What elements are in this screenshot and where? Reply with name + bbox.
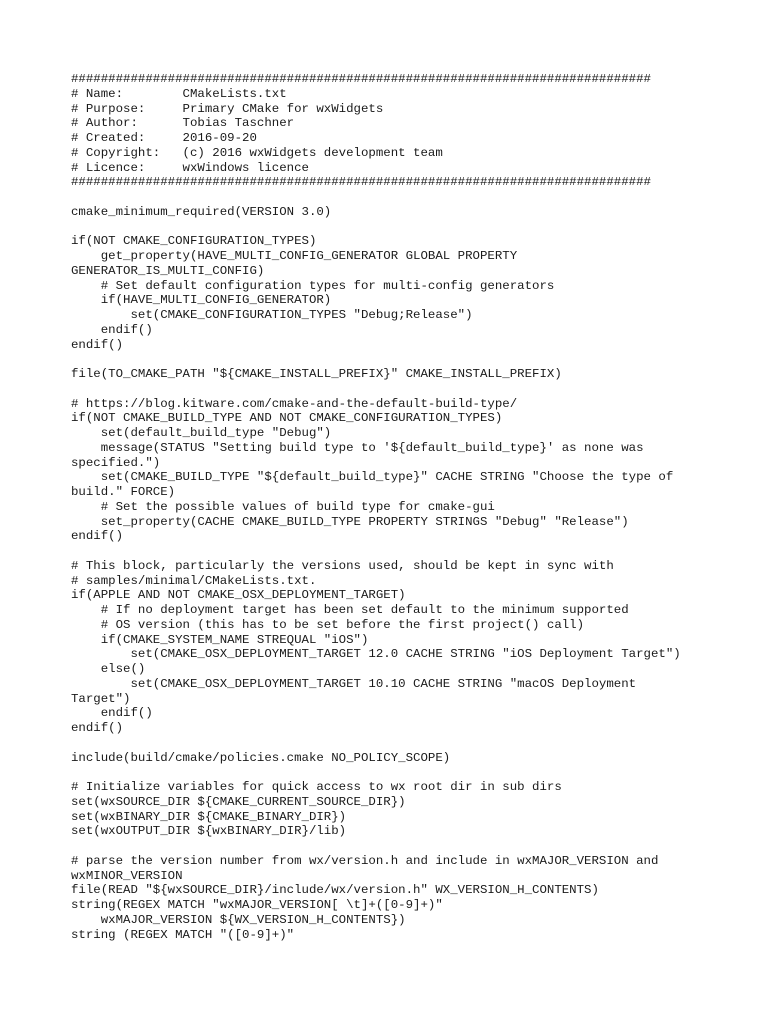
- code-line: else(): [71, 662, 146, 676]
- code-line: # If no deployment target has been set default to the minimum supported: [71, 603, 629, 617]
- code-line: file(READ "${wxSOURCE_DIR}/include/wx/version.h" WX_VERSION_H_CONTENTS): [71, 883, 599, 898]
- blank-line: [71, 190, 731, 205]
- code-line: if(NOT CMAKE_CONFIGURATION_TYPES): [71, 234, 317, 249]
- code-line: set(default_build_type "Debug"): [71, 426, 332, 440]
- blank-line: [71, 736, 731, 751]
- code-line: set(wxBINARY_DIR ${CMAKE_BINARY_DIR}): [71, 809, 347, 824]
- code-line: set(CMAKE_BUILD_TYPE "${default_build_type}" CACHE STRING "Choose the type of: [71, 470, 674, 485]
- code-line: GENERATOR_IS_MULTI_CONFIG): [71, 263, 265, 278]
- code-line: # Name: CMakeLists.txt: [71, 86, 287, 101]
- code-line: # Initialize variables for quick access to wx root dir in sub dirs: [71, 780, 562, 794]
- code-line: if(CMAKE_SYSTEM_NAME STREQUAL "iOS"): [71, 632, 369, 647]
- code-line: message(STATUS "Setting build type to '${default_build_type}' as none was: [71, 440, 644, 455]
- code-line: endif(): [71, 322, 153, 337]
- code-line: set(CMAKE_OSX_DEPLOYMENT_TARGET 10.10 CACHE STRING "macOS Deployment: [71, 676, 637, 691]
- code-line: set(CMAKE_OSX_DEPLOYMENT_TARGET 12.0 CACHE STRING "iOS Deployment Target"): [71, 647, 681, 662]
- document-page: [71, 72, 731, 942]
- code-line: # Set default configuration types for multi-config generators: [71, 278, 555, 293]
- code-line: include(build/cmake/policies.cmake NO_POLICY_SCOPE): [71, 750, 451, 765]
- blank-line: [71, 765, 731, 780]
- code-line: # OS version (this has to be set before the first project() call): [71, 617, 585, 632]
- code-line: if(NOT CMAKE_BUILD_TYPE AND NOT CMAKE_CONFIGURATION_TYPES): [71, 411, 503, 426]
- code-line: set(wxOUTPUT_DIR ${wxBINARY_DIR}/lib): [71, 824, 347, 839]
- code-line: # Created: 2016-09-20: [71, 131, 257, 145]
- code-line: set_property(CACHE CMAKE_BUILD_TYPE PROPERTY STRINGS "Debug" "Release"): [71, 514, 629, 529]
- code-line: endif(): [71, 529, 124, 544]
- code-line: file(TO_CMAKE_PATH "${CMAKE_INSTALL_PREFIX}" CMAKE_INSTALL_PREFIX): [71, 367, 562, 381]
- code-line: if(HAVE_MULTI_CONFIG_GENERATOR): [71, 293, 332, 308]
- code-line: wxMAJOR_VERSION ${WX_VERSION_H_CONTENTS}): [71, 912, 406, 927]
- code-line: get_property(HAVE_MULTI_CONFIG_GENERATOR GLOBAL PROPERTY: [71, 249, 518, 263]
- code-line: wxMINOR_VERSION: [71, 868, 183, 883]
- blank-line: [71, 544, 731, 559]
- code-line: string (REGEX MATCH "([0-9]+)": [71, 927, 295, 942]
- code-line: # https://blog.kitware.com/cmake-and-the-default-build-type/: [71, 396, 518, 411]
- code-line: # This block, particularly the versions used, should be kept in sync with: [71, 558, 614, 573]
- code-line: # Author: Tobias Taschner: [71, 116, 295, 131]
- blank-line: [71, 220, 731, 235]
- code-line: # samples/minimal/CMakeLists.txt.: [71, 573, 317, 588]
- code-line: if(APPLE AND NOT CMAKE_OSX_DEPLOYMENT_TARGET): [71, 588, 406, 603]
- code-line: # Purpose: Primary CMake for wxWidgets: [71, 101, 384, 116]
- code-line: endif(): [71, 706, 153, 721]
- blank-line: [71, 382, 731, 397]
- code-line: # Set the possible values of build type for cmake-gui: [71, 499, 495, 514]
- code-line: # Copyright: (c) 2016 wxWidgets development team: [71, 145, 443, 160]
- code-line: set(CMAKE_CONFIGURATION_TYPES "Debug;Release"): [71, 308, 473, 322]
- code-line: set(wxSOURCE_DIR ${CMAKE_CURRENT_SOURCE_DIR}): [71, 794, 406, 809]
- code-line: cmake_minimum_required(VERSION 3.0): [71, 204, 332, 219]
- code-line: ##############################################################################: [71, 72, 651, 86]
- code-line: build." FORCE): [71, 485, 176, 499]
- blank-line: [71, 352, 731, 367]
- code-line: endif(): [71, 337, 124, 352]
- code-line: specified."): [71, 455, 161, 470]
- code-line: # parse the version number from wx/version.h and include in wxMAJOR_VERSION and: [71, 853, 659, 868]
- code-line: # Licence: wxWindows licence: [71, 160, 309, 175]
- code-line: endif(): [71, 721, 124, 735]
- code-line: ##############################################################################: [71, 175, 651, 190]
- code-line: Target"): [71, 691, 131, 706]
- blank-line: [71, 839, 731, 854]
- code-line: string(REGEX MATCH "wxMAJOR_VERSION[ \t]+([0-9]+)": [71, 898, 443, 912]
